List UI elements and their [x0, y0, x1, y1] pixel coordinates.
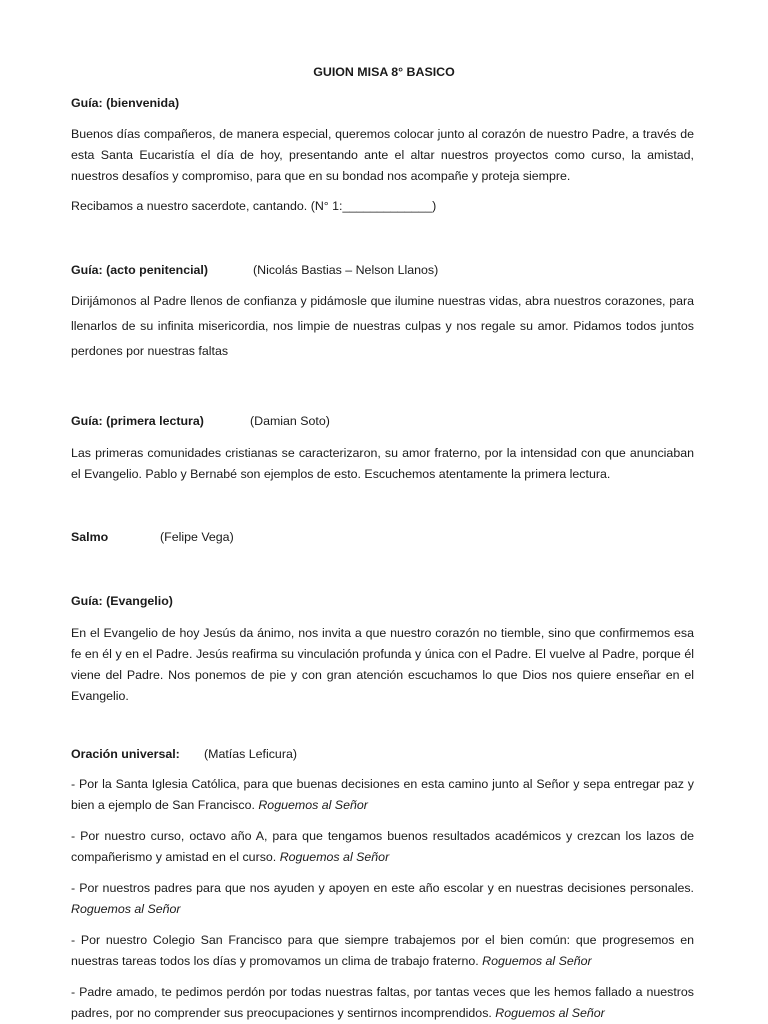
heading-primera-lectura	[71, 413, 694, 429]
petition-item	[71, 878, 694, 920]
heading-acto-penitencial	[71, 262, 694, 278]
reader-salmo: (Felipe Vega)	[160, 530, 234, 544]
document-title: GUION MISA 8° BASICO	[313, 65, 455, 79]
reader-oracion-universal: (Matías Leficura)	[204, 747, 297, 761]
petition-text: - Por nuestro Colegio San Francisco para que siempre trabajemos por el bien común: que progresemos en nuestras tareas todos los días y promovamos un clima de trabajo fraterno.	[71, 933, 694, 968]
paragraph-song: Recibamos a nuestro sacerdote, cantando. (N° 1:_____________)	[71, 199, 437, 213]
petition-text: - Padre amado, te pedimos perdón por todas nuestras faltas, por tantas veces que les hemos fallado a nuestros padres, por no comprender sus preocupaciones y sentirnos incomprendidos.	[71, 985, 694, 1020]
heading-bienvenida: Guía: (bienvenida)	[71, 96, 180, 110]
paragraph-evangelio: En el Evangelio de hoy Jesús da ánimo, nos invita a que nuestro corazón no tiemble, sino que confirmemos esa fe en él y en el Padre. Jesús reafirma su vinculación profunda y única con el Padre. El vuelve al Padre, porque él viene del Padre. Nos ponemos de pie y con gran atención escuchamos lo que Dios nos quiere enseñar en el Evangelio.	[71, 626, 694, 703]
heading-salmo	[71, 529, 694, 545]
petition-response: Roguemos al Señor	[258, 798, 368, 812]
reader-primera-lectura: (Damian Soto)	[250, 414, 330, 428]
petition-text: - Por nuestros padres para que nos ayuden y apoyen en este año escolar y en nuestras decisiones personales.	[71, 881, 694, 895]
petition-response: Roguemos al Señor	[279, 850, 390, 864]
heading-salmo-label: Salmo	[71, 530, 109, 544]
paragraph-primera-lectura: Las primeras comunidades cristianas se caracterizaron, su amor fraterno, por la intensidad con que anunciaban el Evangelio. Pablo y Bernabé son ejemplos de esto. Escuchemos atentamente la primera lectura.	[71, 446, 694, 481]
petition-item	[71, 774, 694, 816]
heading-acto-penitencial-label: Guía: (acto penitencial)	[71, 263, 209, 277]
petition-text: - Por la Santa Iglesia Católica, para que buenas decisiones en esta camino junto al Señor y sepa entregar paz y bien a ejemplo de San Francisco.	[71, 777, 694, 812]
heading-oracion-universal-label: Oración universal:	[71, 747, 180, 761]
paragraph-bienvenida: Buenos días compañeros, de manera especial, queremos colocar junto al corazón de nuestro Padre, a través de esta Santa Eucaristía el día de hoy, presentando ante el altar nuestros proyectos como curso, la amistad, nuestros desafíos y compromiso, para que en su bondad nos acompañe y proteja siempre.	[71, 127, 694, 183]
petition-text: - Por nuestro curso, octavo año A, para que tengamos buenos resultados académicos y crezcan los lazos de compañerismo y amistad en el curso.	[71, 829, 694, 864]
petition-item	[71, 982, 694, 1024]
petition-item	[71, 930, 694, 972]
reader-acto-penitencial: (Nicolás Bastias – Nelson Llanos)	[253, 263, 439, 277]
paragraph-acto-penitencial: Dirijámonos al Padre llenos de confianza y pidámosle que ilumine nuestras vidas, abra nuestros corazones, para llenarlos de su infinita misericordia, nos limpie de nuestras culpas y nos regale su amor. Pidamos todos juntos perdones por nuestras faltas	[71, 294, 694, 358]
petition-response: Roguemos al Señor	[482, 954, 592, 968]
heading-evangelio: Guía: (Evangelio)	[71, 594, 173, 608]
heading-oracion-universal	[71, 746, 694, 762]
heading-primera-lectura-label: Guía: (primera lectura)	[71, 414, 204, 428]
petition-item	[71, 826, 694, 868]
petition-response: Roguemos al Señor	[495, 1006, 605, 1020]
petition-response: Roguemos al Señor	[71, 902, 181, 916]
